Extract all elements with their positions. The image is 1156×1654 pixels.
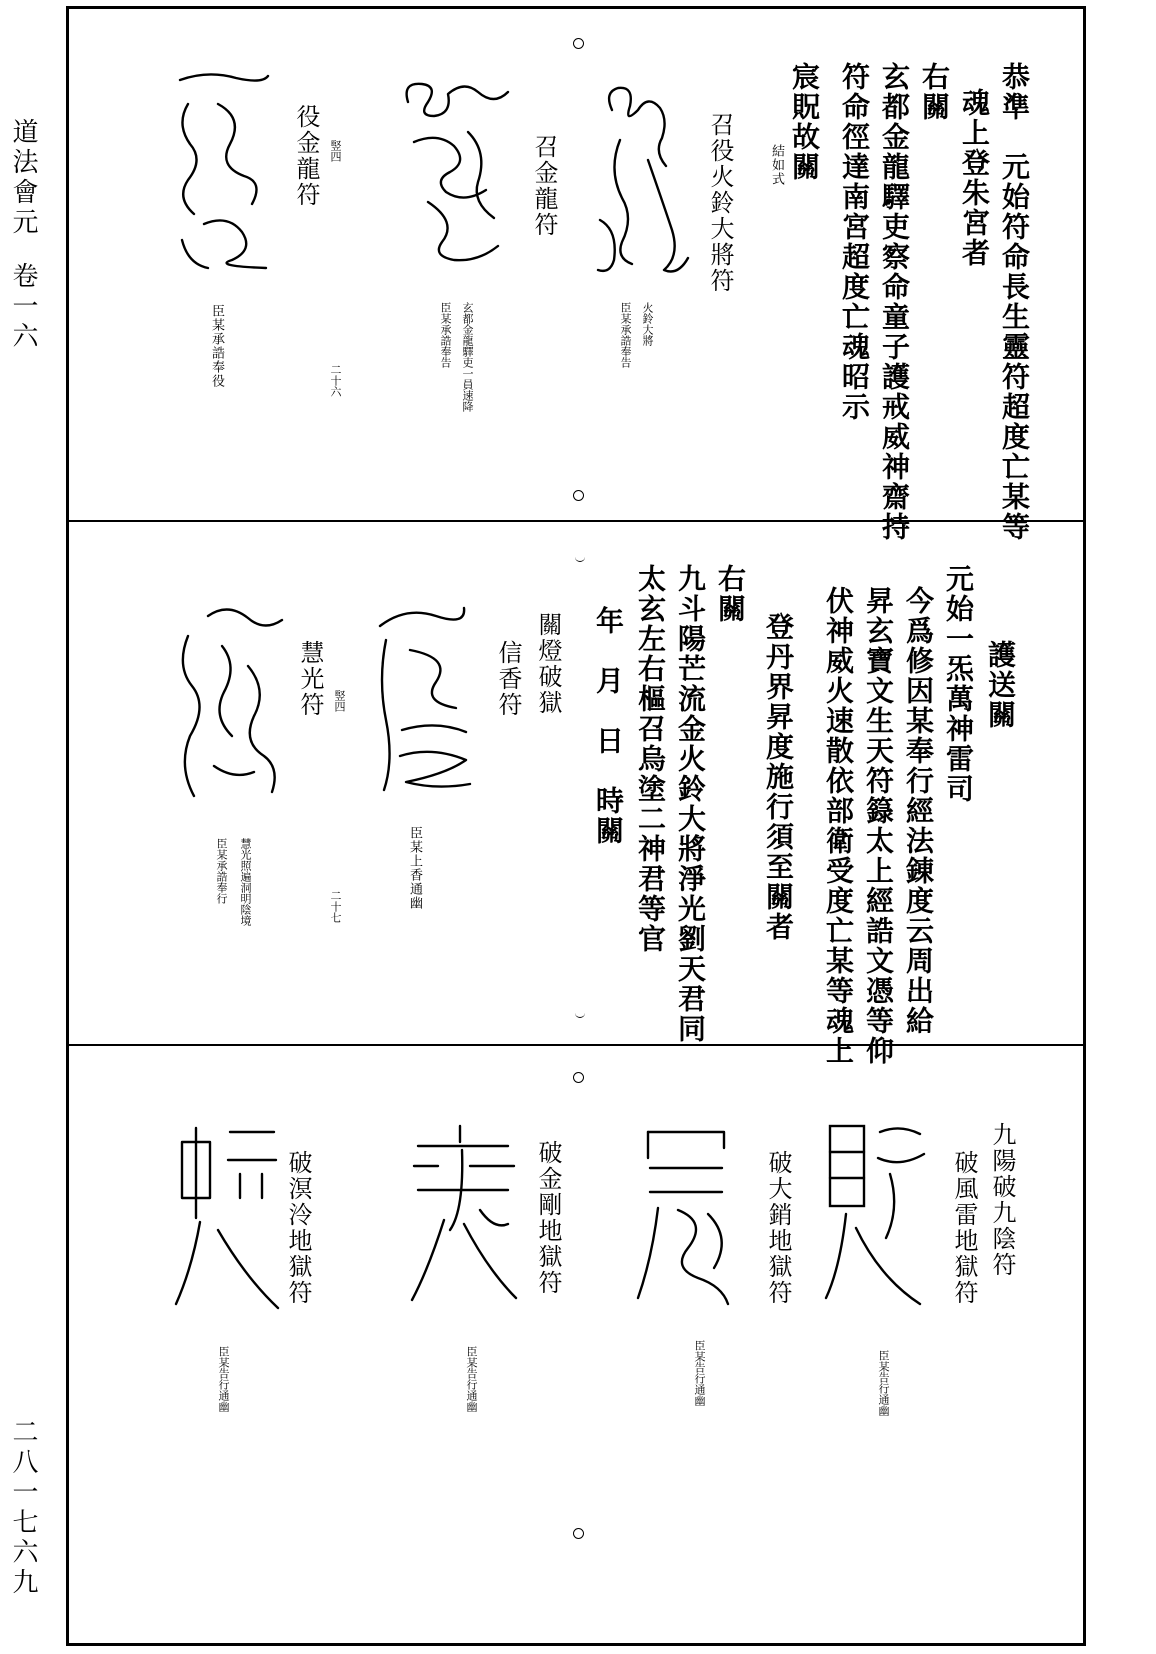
binding-hole — [573, 490, 584, 501]
panel2-line5: 伏神威火速散依部衛受度亡某等魂上 — [822, 586, 855, 1066]
panel1-line6-note: 結如式 — [769, 144, 784, 186]
talisman1-title: 召役火鈴大將符 — [706, 112, 734, 294]
talisman6-title-b: 破風雷地獄符 — [950, 1150, 978, 1306]
talisman4-number: 二十七 — [329, 890, 342, 923]
talisman2-note-a: 玄都金龍驛吏一員速降 — [461, 302, 474, 412]
talisman8-note: 臣某告行通幽 — [465, 1346, 478, 1412]
talisman-glyph-golden-dragon-command — [168, 64, 278, 274]
panel1-line2: 魂上登朱宮者 — [958, 88, 991, 268]
talisman4-title-2: 信香符 — [494, 640, 522, 718]
talisman6-note: 臣某告行通幽 — [877, 1350, 890, 1416]
panel2-line7: 右關 — [714, 564, 747, 624]
talisman-glyph-great-lock — [628, 1118, 746, 1308]
talisman4-note: 臣某上香通幽 — [407, 826, 422, 910]
panel2-line6: 登丹界昇度施行須至關者 — [762, 612, 795, 942]
talisman9-title: 破溟泠地獄符 — [284, 1150, 312, 1306]
talisman7-title: 破大銷地獄符 — [764, 1150, 792, 1306]
talisman3-tag: 竪四 — [329, 140, 342, 162]
talisman2-title: 召金龍符 — [530, 134, 558, 238]
panel1-line6: 宸貺故關 — [788, 62, 821, 182]
talisman3-number: 二十六 — [329, 364, 342, 397]
binding-hole — [573, 1072, 584, 1083]
talisman9-note: 臣某告行通幽 — [217, 1346, 230, 1412]
talisman6-title-a: 九陽破九陰符 — [988, 1122, 1016, 1278]
panel2-line10: 年 月 日 時關 — [592, 606, 625, 846]
talisman7-note: 臣某告行通幽 — [693, 1340, 706, 1406]
talisman5-note-a: 慧光照遍洞明陰境 — [239, 838, 252, 926]
talisman5-tag: 竪四 — [333, 690, 346, 712]
binding-hole — [573, 1528, 584, 1539]
talisman3-title: 役金龍符 — [292, 104, 320, 208]
panel-divider-1 — [66, 520, 1086, 522]
panel1-line3: 右關 — [918, 62, 951, 122]
panel1-line1: 恭準 元始符命長生靈符超度亡某等 — [998, 62, 1031, 542]
panel2-line2: 元始一炁萬神雷司 — [942, 564, 975, 804]
panel1-line5: 符命徑達南宮超度亡魂昭示 — [838, 62, 871, 422]
talisman1-note-b: 臣某承誥奉告 — [619, 302, 632, 368]
panel2-line3: 今爲修因某奉行經法錬度云周出給 — [902, 586, 935, 1036]
talisman-glyph-nine-yang — [816, 1118, 936, 1308]
panel1-line4: 玄都金龍驛吏察命童子護戒威神齋持 — [878, 62, 911, 542]
talisman-glyph-dark-cold — [170, 1118, 282, 1312]
talisman-glyph-fire-bell — [592, 80, 692, 280]
panel2-line4: 昇玄寶文生天符籙太上經誥文憑等仰 — [862, 586, 895, 1066]
panel-divider-2 — [66, 1044, 1086, 1046]
talisman-glyph-wisdom-light — [168, 596, 288, 806]
talisman8-title: 破金剛地獄符 — [534, 1140, 562, 1296]
volume-label: 卷一六 — [8, 262, 38, 352]
talisman3-note: 臣某承誥奉役 — [209, 304, 224, 388]
talisman-glyph-incense — [366, 600, 476, 800]
talisman5-title: 慧光符 — [296, 640, 324, 718]
panel2-line9: 太玄左右樞召烏塗二神君等官 — [634, 564, 667, 954]
page-number: 二八一七六九 — [8, 1418, 38, 1598]
binding-hole — [573, 38, 584, 49]
talisman5-note-b: 臣某承誥奉行 — [215, 838, 228, 904]
talisman2-note-b: 臣某承誥奉告 — [439, 302, 452, 368]
talisman-glyph-vajra — [404, 1120, 520, 1310]
book-title: 道法會元 — [8, 118, 38, 238]
talisman4-title: 關燈破獄 — [534, 612, 562, 716]
panel2-line8: 九斗陽芒流金火鈴大將淨光劉天君同 — [674, 564, 707, 1044]
talisman1-note-a: 火鈴大將 — [641, 302, 654, 346]
panel2-line1: 護送關 — [984, 640, 1017, 730]
talisman-glyph-golden-dragon-summon — [398, 72, 518, 262]
